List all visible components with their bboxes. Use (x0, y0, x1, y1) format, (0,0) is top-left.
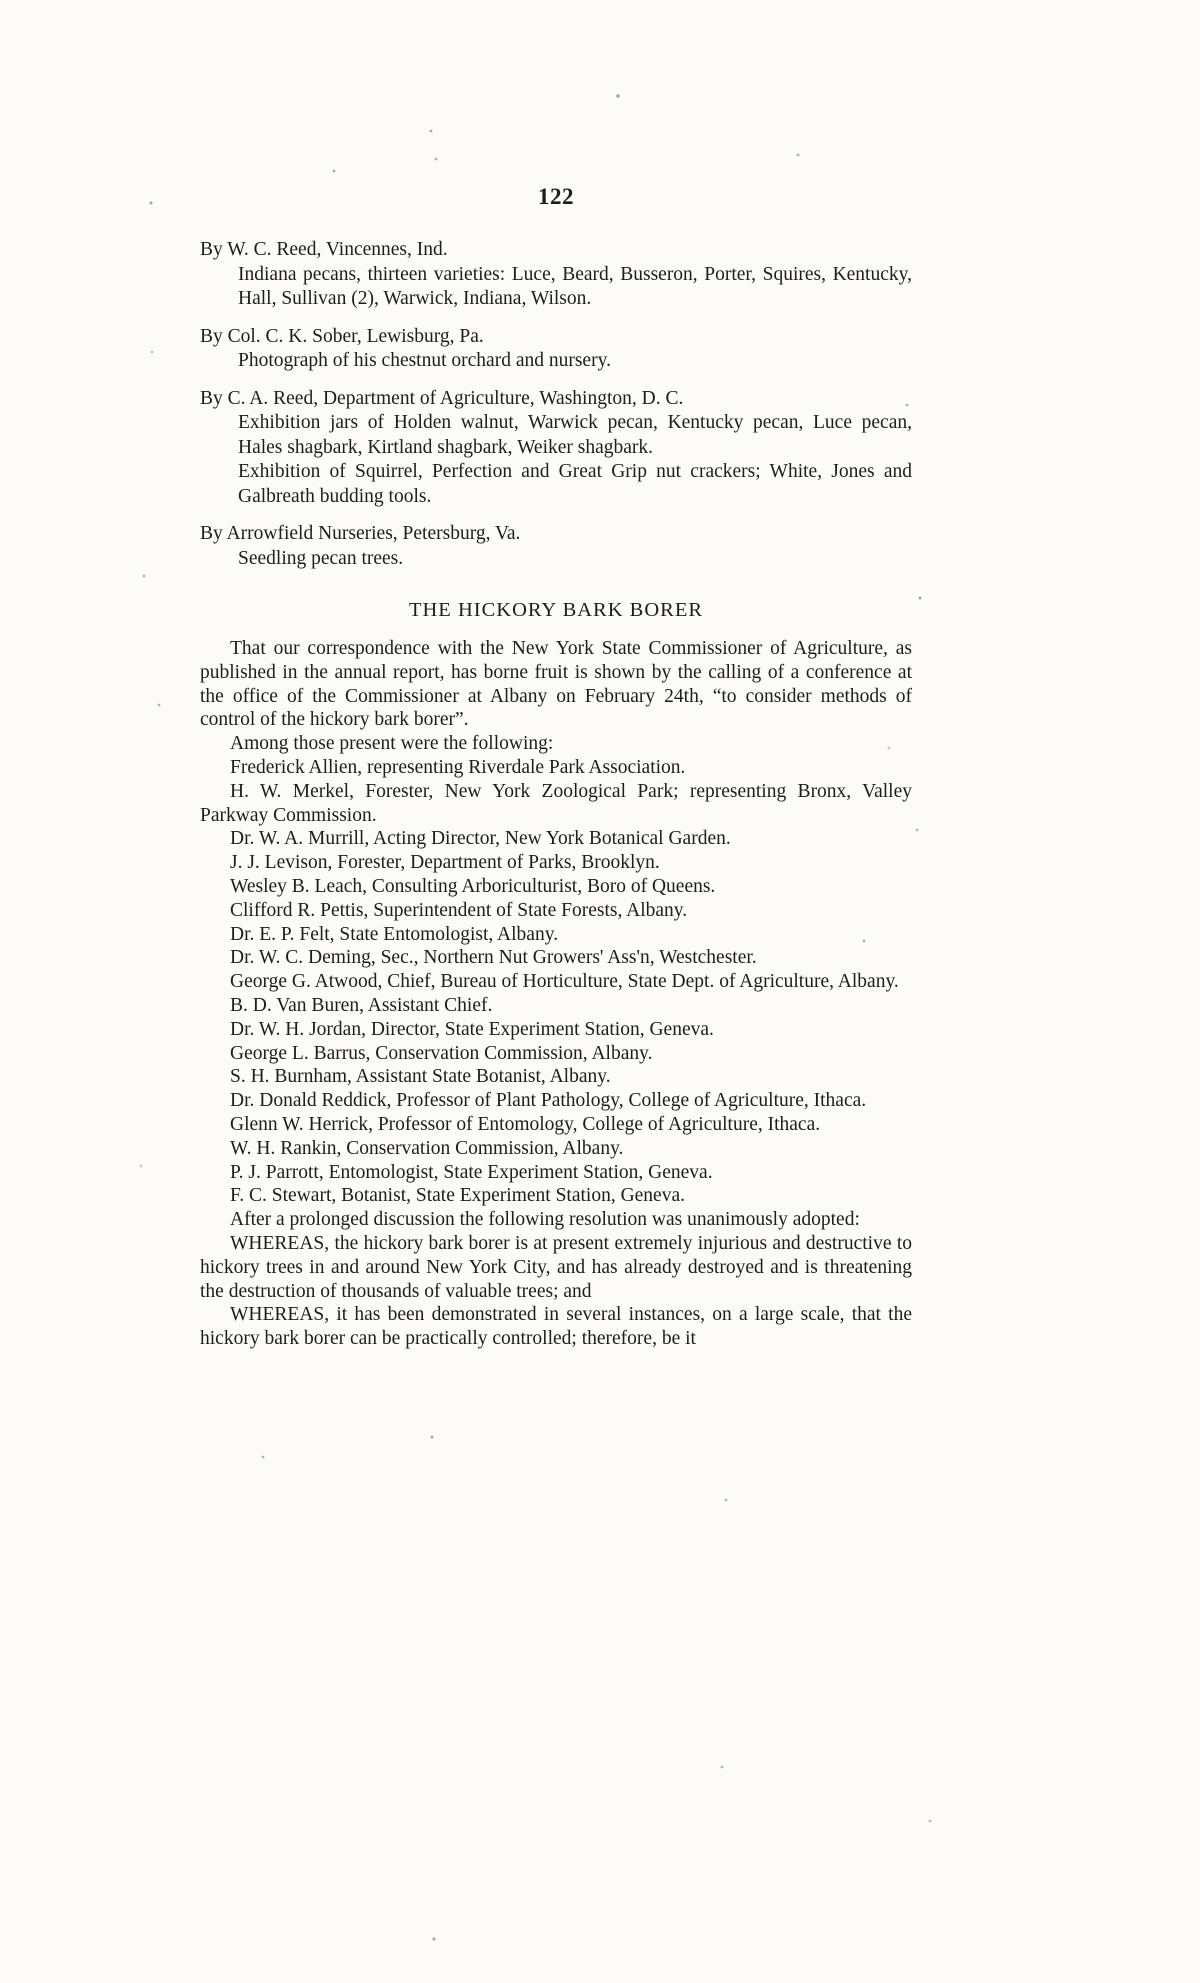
article-paragraph: Dr. W. H. Jordan, Director, State Experiment Station, Geneva. (230, 1018, 714, 1040)
article-title: THE HICKORY BARK BORER (408, 599, 704, 621)
page-number: 122 (538, 184, 574, 209)
exhibit-contributor: By W. C. Reed, Vincennes, Ind. (200, 239, 448, 260)
article-paragraph: B. D. Van Buren, Assistant Chief. (230, 994, 493, 1016)
exhibit-item: Photograph of his chestnut orchard and nursery. (238, 350, 611, 371)
article-body (200, 637, 912, 1351)
exhibit-contributor: By Arrowfield Nurseries, Petersburg, Va. (200, 523, 521, 544)
article-paragraph: H. W. Merkel, Forester, New York Zoological Park; representing Bronx, Valley Parkway Commission. (200, 780, 912, 826)
exhibit-contributor: By C. A. Reed, Department of Agriculture, Washington, D. C. (200, 387, 684, 409)
article-paragraph: Clifford R. Pettis, Superintendent of State Forests, Albany. (230, 899, 688, 921)
exhibit-entry (200, 521, 912, 571)
article-paragraph: WHEREAS, it has been demonstrated in several instances, on a large scale, that the hickory bark borer can be practically controlled; therefore, be it (200, 1304, 912, 1350)
article-paragraph: WHEREAS, the hickory bark borer is at present extremely injurious and destructive to hickory trees in and around New York City, and has already destroyed and is threatening the destruction of thousands of valuable trees; and (200, 1232, 912, 1302)
article-paragraph: W. H. Rankin, Conservation Commission, Albany. (230, 1137, 624, 1159)
exhibit-item: Exhibition of Squirrel, Perfection and Great Grip nut crackers; White, Jones and Galbreath budding tools. (238, 461, 912, 507)
article-paragraph: J. J. Levison, Forester, Department of Parks, Brooklyn. (230, 852, 660, 874)
exhibit-contributor: By Col. C. K. Sober, Lewisburg, Pa. (200, 325, 484, 347)
article-paragraph: That our correspondence with the New York State Commissioner of Agriculture, as published in the annual report, has borne fruit is shown by the calling of a conference at the office of the Commissioner at Albany on February 24th, “to consider methods of control of the hickory bark borer”. (200, 638, 912, 731)
article-paragraph: Dr. E. P. Felt, State Entomologist, Albany. (230, 923, 559, 945)
exhibit-item: Exhibition jars of Holden walnut, Warwick pecan, Kentucky pecan, Luce pecan, Hales shagbark, Kirtland shagbark, Weiker shagbark. (238, 412, 912, 458)
page-content (200, 184, 912, 1351)
article-paragraph: Among those present were the following: (230, 733, 554, 755)
scan-speckles (0, 0, 2, 2)
article-paragraph: Frederick Allien, representing Riverdale Park Association. (230, 756, 686, 778)
exhibit-item: Seedling pecan trees. (238, 547, 404, 569)
exhibit-entry (200, 237, 912, 312)
exhibit-item: Indiana pecans, thirteen varieties: Luce, Beard, Busseron, Porter, Squires, Kentucky, Hall, Sullivan (2), Warwick, Indiana, Wilson. (238, 263, 912, 309)
article-paragraph: Glenn W. Herrick, Professor of Entomology, College of Agriculture, Ithaca. (230, 1113, 821, 1135)
exhibit-list (200, 237, 912, 571)
article-paragraph: Dr. Donald Reddick, Professor of Plant Pathology, College of Agriculture, Ithaca. (230, 1090, 867, 1112)
article-paragraph: Dr. W. C. Deming, Sec., Northern Nut Growers' Ass'n, Westchester. (230, 947, 757, 969)
article-paragraph: S. H. Burnham, Assistant State Botanist, Albany. (230, 1066, 611, 1088)
article-paragraph: Dr. W. A. Murrill, Acting Director, New York Botanical Garden. (230, 828, 731, 850)
article-paragraph: F. C. Stewart, Botanist, State Experiment Station, Geneva. (230, 1185, 685, 1207)
article-paragraph: Wesley B. Leach, Consulting Arboriculturist, Boro of Queens. (230, 875, 716, 897)
article-paragraph: George L. Barrus, Conservation Commission, Albany. (230, 1042, 653, 1064)
article-paragraph: P. J. Parrott, Entomologist, State Experiment Station, Geneva. (230, 1161, 713, 1183)
article-paragraph: After a prolonged discussion the following resolution was unanimously adopted: (230, 1209, 860, 1231)
article-paragraph: George G. Atwood, Chief, Bureau of Horticulture, State Dept. of Agriculture, Albany. (230, 971, 899, 993)
exhibit-entry (200, 386, 912, 510)
exhibit-entry (200, 324, 912, 374)
